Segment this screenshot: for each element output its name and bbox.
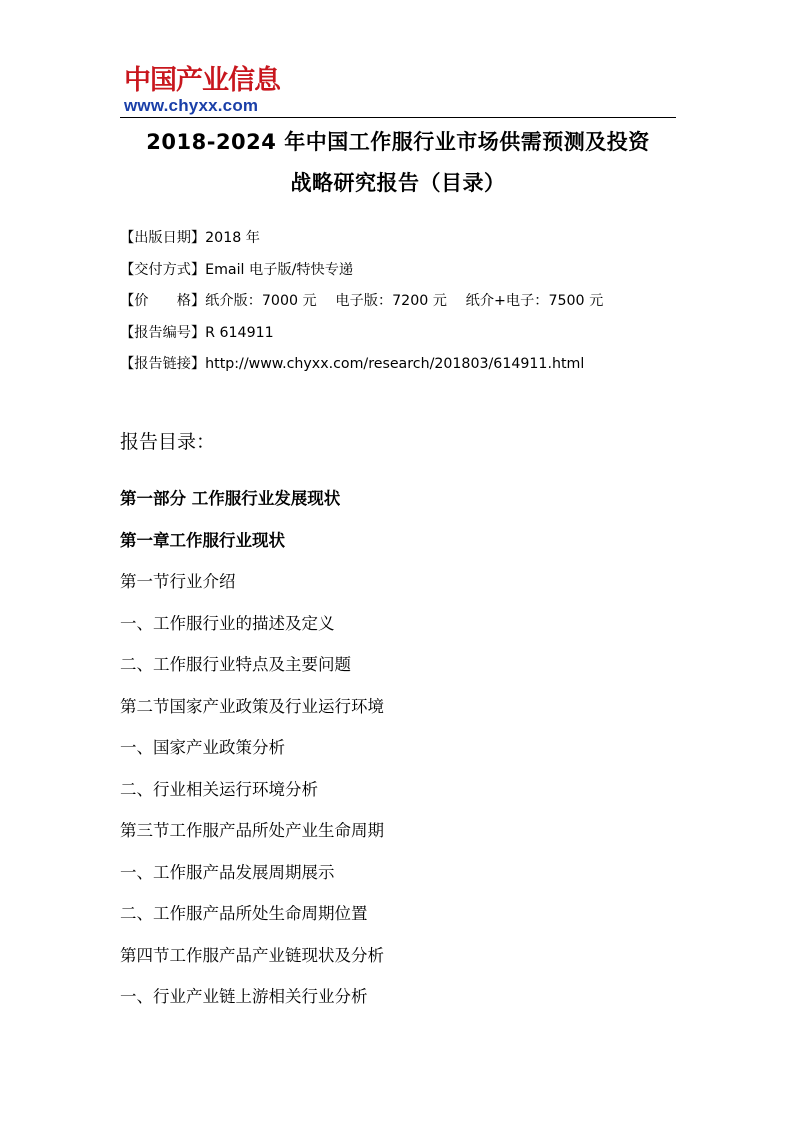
report-title	[120, 122, 676, 204]
meta-value: 纸介版：7000 元 电子版：7200 元 纸介+电子：7500 元	[205, 293, 604, 309]
toc-item: 二、工作服行业特点及主要问题	[120, 655, 351, 674]
toc-item: 第二节国家产业政策及行业运行环境	[120, 696, 384, 716]
meta-label: 【报告编号】	[120, 324, 206, 341]
toc-item: 第三节工作服产品所处产业生命周期	[120, 821, 384, 840]
report-title-line-1: 2018-2024 年中国工作服行业市场供需预测及投资	[146, 130, 650, 154]
site-logo	[124, 66, 294, 116]
meta-value: Email 电子版/特快专递	[205, 261, 354, 278]
logo-website-url: www.chyxx.com	[124, 96, 259, 115]
toc-item: 一、国家产业政策分析	[120, 738, 285, 757]
meta-delivery-method	[120, 258, 720, 290]
meta-label: 【出版日期】	[120, 230, 206, 246]
report-title-line-2: 战略研究报告（目录）	[290, 171, 506, 195]
toc-item: 第一章工作服行业现状	[120, 530, 285, 550]
meta-value: R 614911	[205, 324, 274, 341]
header-divider	[120, 117, 676, 118]
meta-price	[120, 289, 720, 321]
meta-value: 2018 年	[205, 230, 260, 246]
toc-item: 一、行业产业链上游相关行业分析	[120, 987, 368, 1006]
table-of-contents	[120, 484, 720, 1024]
toc-item: 二、工作服产品所处生命周期位置	[120, 904, 368, 923]
logo-chinese-name: 中国产业信息	[124, 65, 280, 96]
toc-item: 一、工作服产品发展周期展示	[120, 862, 335, 882]
toc-item: 二、行业相关运行环境分析	[120, 779, 318, 799]
meta-report-link	[120, 352, 720, 384]
meta-label: 【价 格】	[120, 293, 206, 309]
report-meta-info	[120, 226, 720, 384]
meta-report-number	[120, 321, 720, 353]
toc-item: 一、工作服行业的描述及定义	[120, 613, 335, 633]
meta-label: 【交付方式】	[120, 261, 206, 278]
toc-item: 第一部分 工作服行业发展现状	[120, 489, 341, 508]
meta-publish-date	[120, 226, 720, 258]
toc-item: 第四节工作服产品产业链现状及分析	[120, 945, 384, 965]
toc-heading: 报告目录：	[120, 431, 216, 453]
meta-link-url[interactable]: http://www.chyxx.com/research/201803/614911.html	[205, 356, 585, 372]
meta-label: 【报告链接】	[120, 356, 206, 372]
toc-item: 第一节行业介绍	[120, 572, 236, 591]
